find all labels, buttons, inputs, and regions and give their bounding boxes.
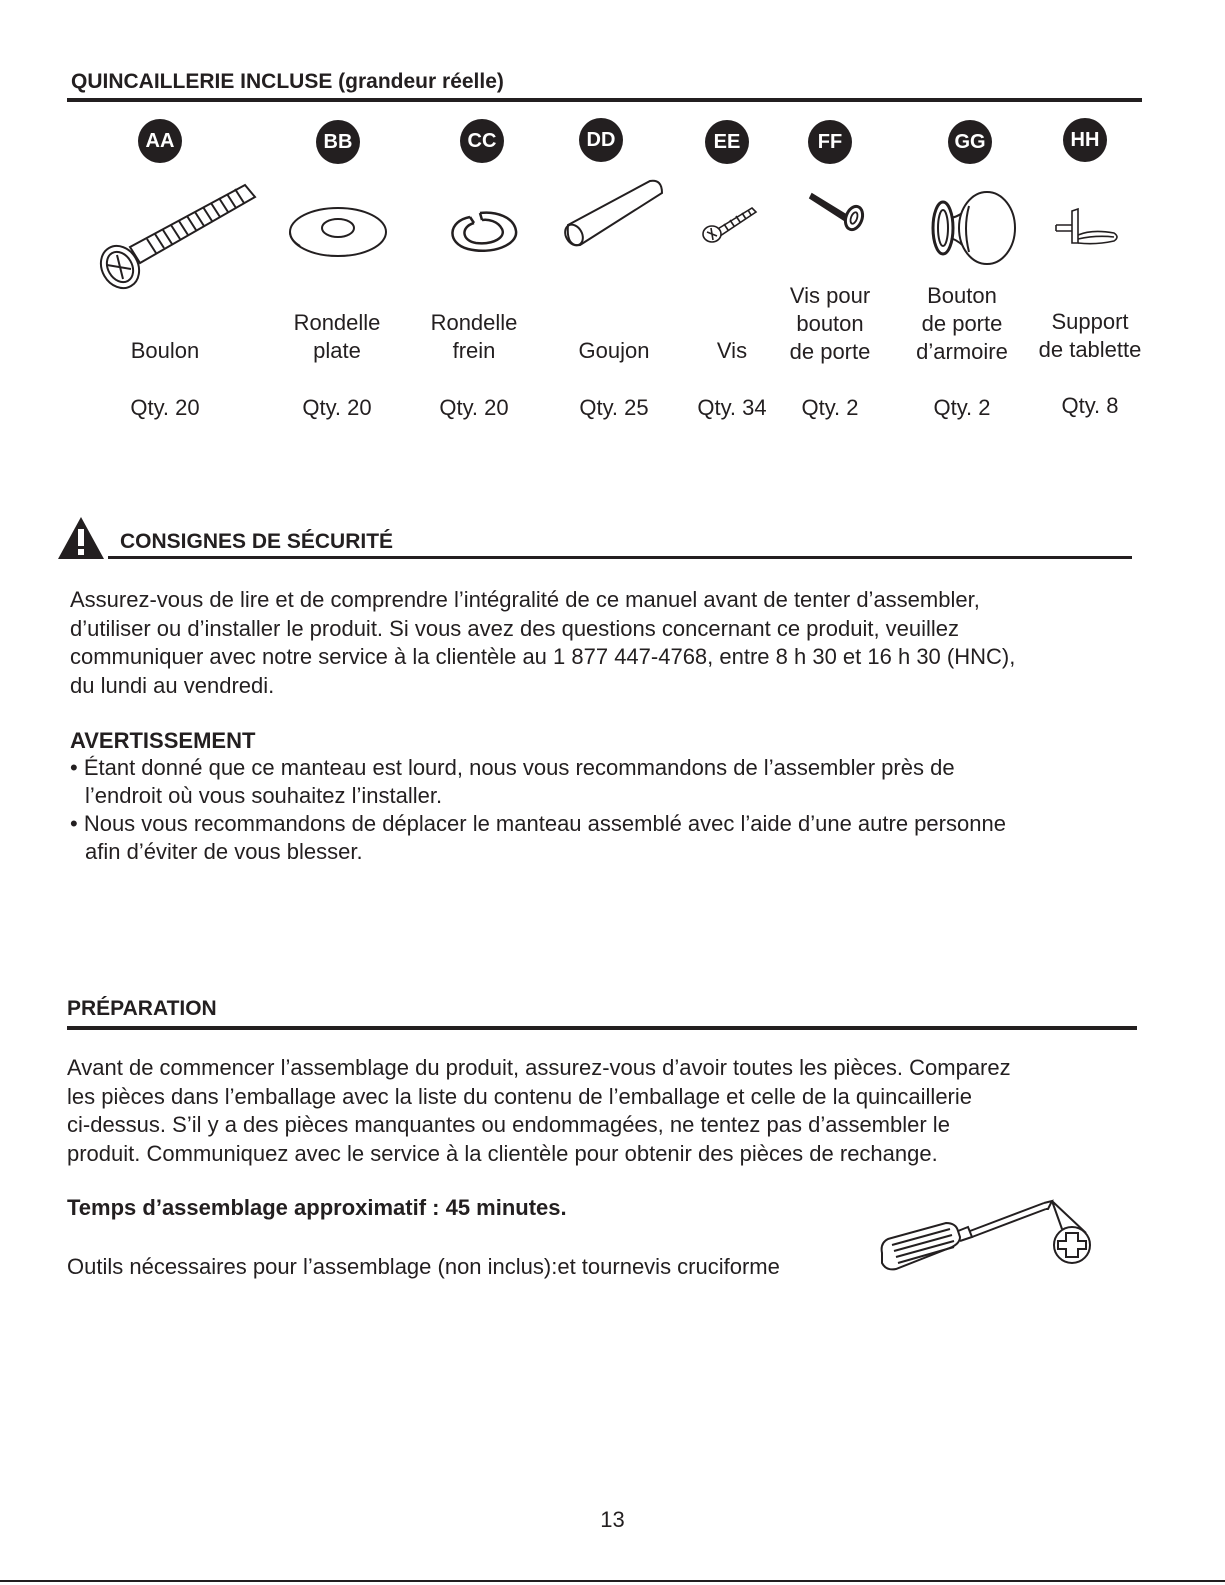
part-qty-gg: Qty. 2 (933, 395, 991, 420)
bottom-rule (0, 1580, 1225, 1582)
part-name-dd: Goujon (578, 338, 650, 363)
part-name-hh: Support de tablette (1038, 309, 1142, 362)
page-number: 13 (600, 1507, 625, 1532)
part-qty-bb: Qty. 20 (302, 395, 372, 420)
warning-triangle-icon (57, 516, 105, 560)
screw-icon (700, 202, 760, 246)
part-code-hh: HH (1063, 118, 1107, 162)
warning-title: AVERTISSEMENT (70, 728, 256, 753)
tools-needed: Outils nécessaires pour l’assemblage (non inclus):et tournevis cruciforme (67, 1254, 780, 1279)
part-qty-ff: Qty. 2 (801, 395, 859, 420)
warning-bullet-2: • Nous vous recommandons de déplacer le manteau assemblé avec l’aide d’une autre personne afin d’éviter de vous blesser. (70, 811, 1006, 864)
part-qty-ee: Qty. 34 (697, 395, 767, 420)
part-code-aa: AA (138, 119, 182, 163)
safety-intro: Assurez-vous de lire et de comprendre l’intégralité de ce manuel avant de tenter d’assembler, d’utiliser ou d’installer le produit. Si vous avez des questions concernant ce produit, veuillez communiquer avec notre service à la clientèle au 1 877 447-4768, entre 8 h 30 et 16 h 30 (HNC), du lundi au vendredi. (70, 587, 1016, 698)
safety-rule (108, 556, 1132, 559)
assembly-time: Temps d’assemblage approximatif : 45 minutes. (67, 1195, 567, 1220)
part-qty-dd: Qty. 25 (579, 395, 649, 420)
part-code-ff: FF (808, 120, 852, 164)
bolt-icon (95, 175, 260, 295)
preparation-title: PRÉPARATION (67, 997, 217, 1020)
part-name-aa: Boulon (130, 338, 200, 363)
part-code-gg: GG (948, 120, 992, 164)
preparation-body: Avant de commencer l’assemblage du produit, assurez-vous d’avoir toutes les pièces. Comparez les pièces dans l’emballage avec la liste du contenu de l’emballage et celle de la quincaillerie ci-dessus. S’il y a des pièces manquantes ou endommagées, ne tentez pas d’assembler le produit. Communiquez avec le service à la clientèle pour obtenir des pièces de rechange. (67, 1055, 1011, 1166)
part-name-bb: Rondelle plate (293, 310, 381, 363)
part-name-ee: Vis (716, 338, 748, 363)
phillips-screwdriver-icon (876, 1193, 1096, 1279)
part-name-gg: Bouton de porte d’armoire (916, 283, 1008, 364)
part-code-dd: DD (579, 118, 623, 162)
lock-washer-icon (440, 203, 524, 259)
flat-washer-icon (286, 200, 390, 262)
hardware-rule (67, 98, 1142, 102)
dowel-icon (558, 175, 668, 255)
part-code-cc: CC (460, 119, 504, 163)
part-code-bb: BB (316, 120, 360, 164)
part-qty-aa: Qty. 20 (130, 395, 200, 420)
cabinet-knob-icon (927, 188, 1021, 268)
part-name-cc: Rondelle frein (430, 310, 518, 363)
part-qty-hh: Qty. 8 (1061, 393, 1119, 418)
safety-title: CONSIGNES DE SÉCURITÉ (120, 530, 394, 553)
shelf-support-icon (1052, 205, 1122, 249)
knob-screw-icon (808, 186, 872, 236)
part-qty-cc: Qty. 20 (439, 395, 509, 420)
hardware-title: QUINCAILLERIE INCLUSE (grandeur réelle) (71, 70, 504, 93)
part-code-ee: EE (705, 120, 749, 164)
part-name-ff: Vis pour bouton de porte (789, 283, 871, 364)
preparation-rule (67, 1026, 1137, 1030)
warning-bullet-1: • Étant donné que ce manteau est lourd, nous vous recommandons de l’assembler près de l’endroit où vous souhaitez l’installer. (70, 755, 955, 808)
